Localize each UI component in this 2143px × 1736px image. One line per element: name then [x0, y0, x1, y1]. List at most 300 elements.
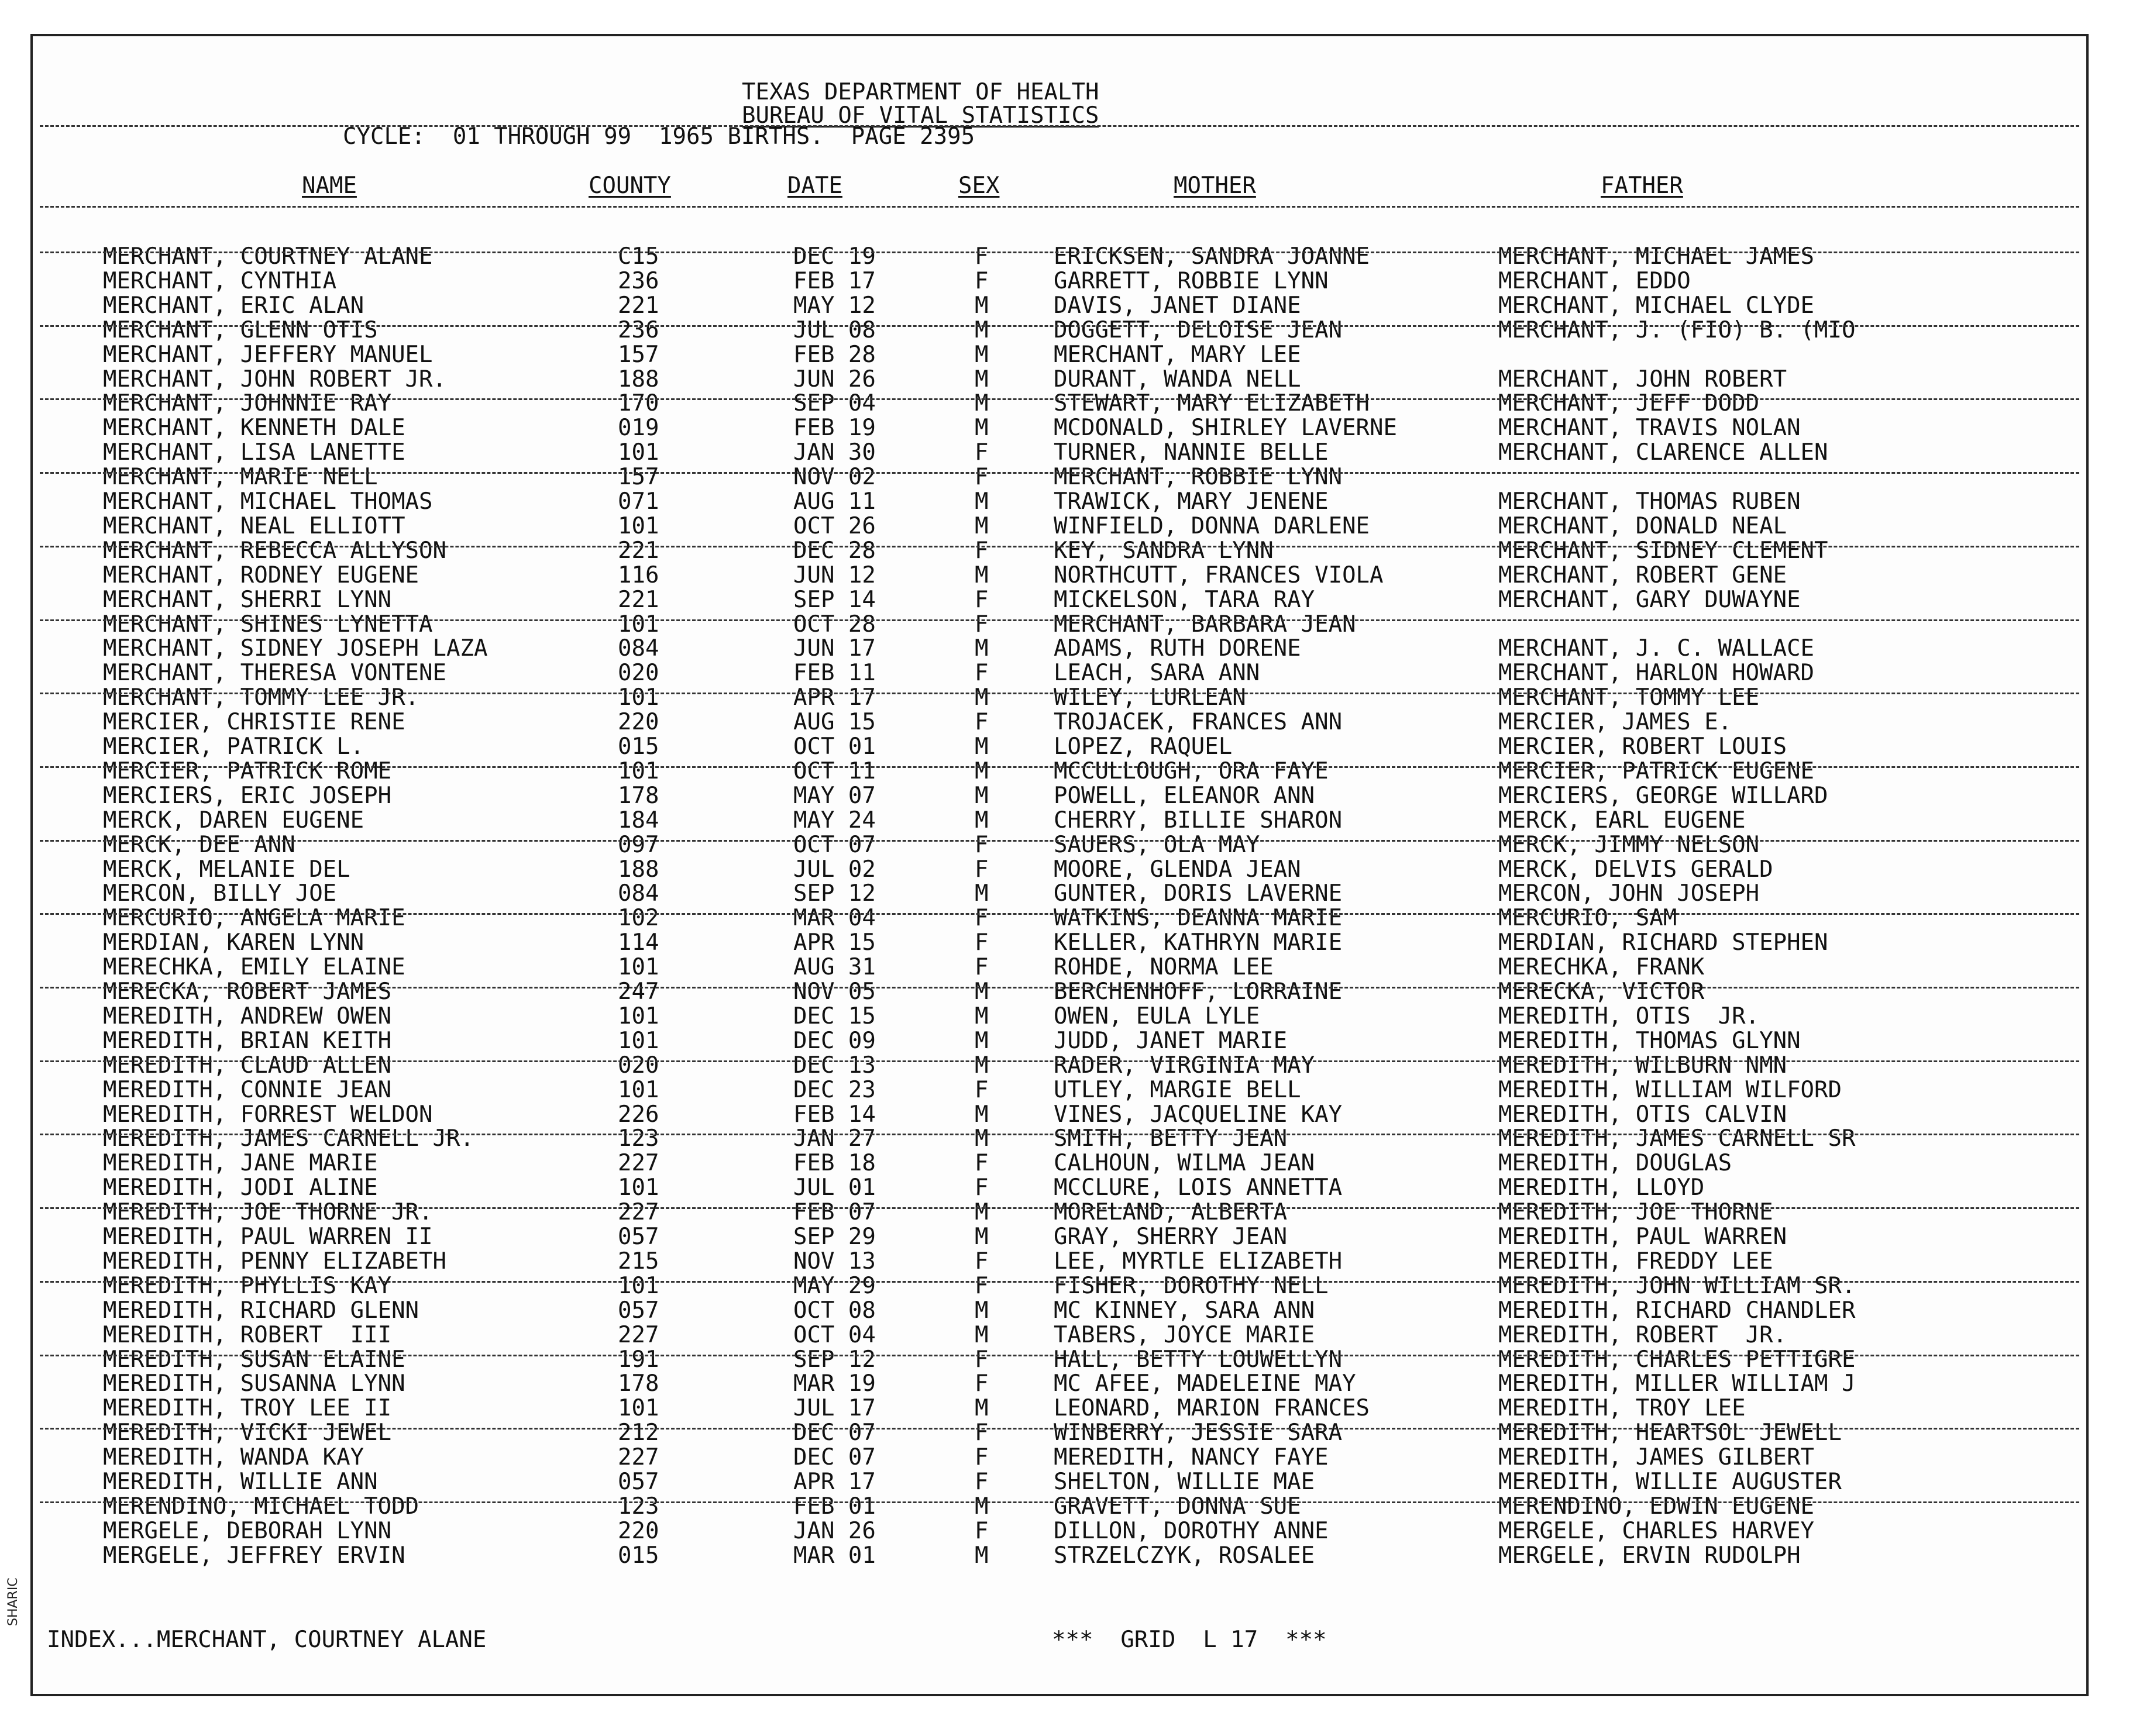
cell-date: JAN 27 — [793, 1125, 876, 1152]
cell-county: 057 — [618, 1469, 659, 1495]
cell-name: MERCIER, PATRICK ROME — [103, 758, 392, 784]
cell-mother: ROHDE, NORMA LEE — [1054, 954, 1274, 980]
cell-mother: UTLEY, MARGIE BELL — [1054, 1077, 1301, 1103]
cell-name: MERECKA, ROBERT JAMES — [103, 979, 392, 1005]
cell-father: MEREDITH, JAMES CARNELL SR — [1498, 1125, 1856, 1152]
cell-mother: MEREDITH, NANCY FAYE — [1054, 1444, 1329, 1470]
cell-date: FEB 18 — [793, 1150, 876, 1176]
cell-father: MEREDITH, ROBERT JR. — [1498, 1322, 1787, 1348]
cell-date: FEB 19 — [793, 415, 876, 441]
cell-father: MERDIAN, RICHARD STEPHEN — [1498, 929, 1828, 956]
cell-date: FEB 01 — [793, 1493, 876, 1520]
cell-county: 236 — [618, 268, 659, 294]
cell-father: MEREDITH, WILLIE AUGUSTER — [1498, 1469, 1842, 1495]
cell-father: MEREDITH, MILLER WILLIAM J — [1498, 1370, 1856, 1397]
cell-father: MEREDITH, PAUL WARREN — [1498, 1224, 1787, 1250]
cell-mother: GRAVETT, DONNA SUE — [1054, 1493, 1301, 1520]
cell-mother: BERCHENHOFF, LORRAINE — [1054, 979, 1343, 1005]
cell-date: OCT 08 — [793, 1297, 876, 1324]
cell-date: JAN 26 — [793, 1518, 876, 1544]
cell-county: 101 — [618, 513, 659, 539]
cell-county: 157 — [618, 342, 659, 368]
cell-county: 101 — [618, 1273, 659, 1299]
cell-mother: GUNTER, DORIS LAVERNE — [1054, 880, 1343, 907]
cell-father: MEREDITH, THOMAS GLYNN — [1498, 1028, 1801, 1054]
cell-name: MEREDITH, BRIAN KEITH — [103, 1028, 392, 1054]
cell-mother: DILLON, DOROTHY ANNE — [1054, 1518, 1329, 1544]
cell-name: MERCON, BILLY JOE — [103, 880, 337, 907]
cell-county: 101 — [618, 954, 659, 980]
table-row — [33, 833, 2086, 857]
cell-father: MEREDITH, OTIS CALVIN — [1498, 1101, 1787, 1128]
column-header-county: COUNTY — [589, 173, 671, 199]
cell-name: MEREDITH, TROY LEE II — [103, 1395, 392, 1421]
cell-sex: F — [975, 1518, 989, 1544]
cell-county: 188 — [618, 366, 659, 392]
side-stamp: SHARIC — [6, 1577, 20, 1626]
cell-name: MERCIER, CHRISTIE RENE — [103, 709, 405, 735]
cell-sex: M — [975, 366, 989, 392]
cell-sex: M — [975, 807, 989, 833]
cell-date: APR 15 — [793, 929, 876, 956]
cell-name: MERCHANT, KENNETH DALE — [103, 415, 405, 441]
cell-date: DEC 07 — [793, 1444, 876, 1470]
cell-county: 101 — [618, 1003, 659, 1029]
table-row — [33, 881, 2086, 906]
cell-mother: STEWART, MARY ELIZABETH — [1054, 390, 1370, 416]
cell-date: OCT 28 — [793, 611, 876, 638]
cell-date: AUG 11 — [793, 488, 876, 515]
cell-sex: M — [975, 390, 989, 416]
cell-father: MERCIER, PATRICK EUGENE — [1498, 758, 1815, 784]
cell-father: MERCURIO, SAM — [1498, 905, 1677, 931]
table-row — [33, 1004, 2086, 1029]
cell-sex: M — [975, 488, 989, 515]
row-divider — [40, 1134, 2079, 1135]
cell-name: MERCHANT, REBECCA ALLYSON — [103, 538, 446, 564]
table-row — [33, 1298, 2086, 1323]
cell-sex: M — [975, 1125, 989, 1152]
cell-mother: HALL, BETTY LOUWELLYN — [1054, 1346, 1343, 1373]
cell-mother: MORELAND, ALBERTA — [1054, 1199, 1288, 1225]
cell-name: MERCHANT, TOMMY LEE JR. — [103, 684, 419, 711]
cell-sex: F — [975, 1346, 989, 1373]
row-divider — [40, 1207, 2079, 1209]
cell-name: MERCHANT, JEFFERY MANUEL — [103, 342, 433, 368]
cell-mother: MC KINNEY, SARA ANN — [1054, 1297, 1315, 1324]
cell-date: APR 17 — [793, 1469, 876, 1495]
cell-father: MERECKA, VICTOR — [1498, 979, 1705, 1005]
cell-sex: M — [975, 415, 989, 441]
cell-name: MERCHANT, SIDNEY JOSEPH LAZA — [103, 635, 488, 662]
table-row — [33, 490, 2086, 514]
cell-date: SEP 14 — [793, 587, 876, 613]
cell-date: OCT 07 — [793, 832, 876, 858]
cell-date: APR 17 — [793, 684, 876, 711]
cell-mother: POWELL, ELEANOR ANN — [1054, 783, 1315, 809]
cell-father: MERCHANT, JOHN ROBERT — [1498, 366, 1787, 392]
cell-father: MEREDITH, JOHN WILLIAM SR. — [1498, 1273, 1856, 1299]
cell-sex: F — [975, 268, 989, 294]
table-row — [33, 1053, 2086, 1078]
cell-mother: KEY, SANDRA LYNN — [1054, 538, 1274, 564]
cell-date: MAY 29 — [793, 1273, 876, 1299]
cell-father: MEREDITH, WILBURN NMN — [1498, 1052, 1787, 1079]
table-row — [33, 1078, 2086, 1103]
cell-sex: M — [975, 880, 989, 907]
cell-county: 101 — [618, 611, 659, 638]
cell-father: MERCHANT, DONALD NEAL — [1498, 513, 1787, 539]
table-row — [33, 1323, 2086, 1348]
cell-county: 220 — [618, 709, 659, 735]
row-divider — [40, 398, 2079, 400]
table-row — [33, 1151, 2086, 1176]
cell-county: 123 — [618, 1493, 659, 1520]
table-row — [33, 391, 2086, 416]
cell-county: 170 — [618, 390, 659, 416]
cell-name: MEREDITH, CONNIE JEAN — [103, 1077, 392, 1103]
cell-father: MEREDITH, DOUGLAS — [1498, 1150, 1732, 1176]
cell-county: 102 — [618, 905, 659, 931]
cell-mother: CALHOUN, WILMA JEAN — [1054, 1150, 1315, 1176]
cell-date: FEB 14 — [793, 1101, 876, 1128]
footer-grid: *** GRID L 17 *** — [1052, 1627, 1327, 1653]
cell-name: MEREDITH, JODI ALINE — [103, 1174, 378, 1201]
cell-father: MEREDITH, CHARLES PETTIGRE — [1498, 1346, 1856, 1373]
cell-father: MERCHANT, CLARENCE ALLEN — [1498, 439, 1828, 466]
cell-county: 227 — [618, 1444, 659, 1470]
cell-mother: DURANT, WANDA NELL — [1054, 366, 1301, 392]
cell-sex: M — [975, 684, 989, 711]
cell-date: FEB 07 — [793, 1199, 876, 1225]
cell-mother: SMITH, BETTY JEAN — [1054, 1125, 1288, 1152]
document-page — [30, 34, 2089, 1696]
cell-county: 215 — [618, 1248, 659, 1275]
cell-county: 084 — [618, 880, 659, 907]
cell-father: MERCON, JOHN JOSEPH — [1498, 880, 1760, 907]
cell-sex: F — [975, 832, 989, 858]
cell-date: FEB 11 — [793, 660, 876, 686]
row-divider — [40, 1281, 2079, 1283]
cell-mother: KELLER, KATHRYN MARIE — [1054, 929, 1343, 956]
cell-date: JAN 30 — [793, 439, 876, 466]
row-divider — [40, 472, 2079, 474]
cell-date: DEC 23 — [793, 1077, 876, 1103]
cell-date: DEC 28 — [793, 538, 876, 564]
cell-date: JUN 12 — [793, 562, 876, 588]
cell-date: SEP 04 — [793, 390, 876, 416]
cell-sex: M — [975, 979, 989, 1005]
cell-date: JUL 08 — [793, 317, 876, 343]
cell-father: MEREDITH, JOE THORNE — [1498, 1199, 1773, 1225]
cell-sex: F — [975, 1420, 989, 1446]
column-header-date: DATE — [787, 173, 842, 199]
table-row — [33, 416, 2086, 440]
cell-father: MERCHANT, J. C. WALLACE — [1498, 635, 1815, 662]
cell-name: MEREDITH, ROBERT III — [103, 1322, 392, 1348]
table-row — [33, 759, 2086, 784]
cell-father: MEREDITH, FREDDY LEE — [1498, 1248, 1773, 1275]
cell-sex: F — [975, 1150, 989, 1176]
cell-sex: M — [975, 1052, 989, 1079]
cell-mother: MC AFEE, MADELEINE MAY — [1054, 1370, 1356, 1397]
cell-father: MERCIER, ROBERT LOUIS — [1498, 733, 1787, 760]
cell-mother: SHELTON, WILLIE MAE — [1054, 1469, 1315, 1495]
row-divider — [40, 693, 2079, 694]
cell-father: MEREDITH, LLOYD — [1498, 1174, 1705, 1201]
cell-county: 221 — [618, 292, 659, 319]
cell-mother: SAUERS, OLA MAY — [1054, 832, 1260, 858]
cell-father: MEREDITH, TROY LEE — [1498, 1395, 1746, 1421]
table-row — [33, 931, 2086, 955]
cell-date: DEC 15 — [793, 1003, 876, 1029]
row-divider — [40, 1060, 2079, 1062]
cell-county: 220 — [618, 1518, 659, 1544]
cell-sex: F — [975, 1444, 989, 1470]
table-row — [33, 955, 2086, 980]
cell-sex: F — [975, 1174, 989, 1201]
cell-name: MERCHANT, ERIC ALAN — [103, 292, 364, 319]
cell-county: 247 — [618, 979, 659, 1005]
table-row — [33, 1348, 2086, 1372]
cell-sex: F — [975, 1077, 989, 1103]
cell-county: 057 — [618, 1224, 659, 1250]
cell-county: 184 — [618, 807, 659, 833]
cell-sex: M — [975, 1542, 989, 1569]
table-row — [33, 1494, 2086, 1519]
cell-county: 114 — [618, 929, 659, 956]
table-row — [33, 735, 2086, 759]
cell-mother: ERICKSEN, SANDRA JOANNE — [1054, 243, 1370, 270]
cell-date: OCT 11 — [793, 758, 876, 784]
table-row — [33, 588, 2086, 612]
cell-mother: FISHER, DOROTHY NELL — [1054, 1273, 1329, 1299]
cell-name: MERCHANT, MARIE NELL — [103, 464, 378, 490]
cell-father: MERCHANT, JEFF DODD — [1498, 390, 1760, 416]
cell-name: MERCIERS, ERIC JOSEPH — [103, 783, 392, 809]
table-row — [33, 980, 2086, 1004]
row-divider — [40, 840, 2079, 842]
cell-sex: M — [975, 1028, 989, 1054]
table-row — [33, 465, 2086, 490]
cell-father: MERGELE, ERVIN RUDOLPH — [1498, 1542, 1801, 1569]
row-divider — [40, 546, 2079, 547]
cell-mother: MERCHANT, ROBBIE LYNN — [1054, 464, 1343, 490]
cell-mother: WINBERRY, JESSIE SARA — [1054, 1420, 1343, 1446]
row-divider — [40, 619, 2079, 621]
cell-sex: F — [975, 439, 989, 466]
cell-mother: VINES, JACQUELINE KAY — [1054, 1101, 1343, 1128]
cell-county: 226 — [618, 1101, 659, 1128]
cell-county: 101 — [618, 758, 659, 784]
cell-date: JUN 17 — [793, 635, 876, 662]
cell-county: 015 — [618, 1542, 659, 1569]
cell-mother: TABERS, JOYCE MARIE — [1054, 1322, 1315, 1348]
cell-name: MERCHANT, CYNTHIA — [103, 268, 337, 294]
cell-county: 020 — [618, 660, 659, 686]
table-row — [33, 686, 2086, 710]
cell-father: MERCHANT, ROBERT GENE — [1498, 562, 1787, 588]
cell-name: MEREDITH, WILLIE ANN — [103, 1469, 378, 1495]
cell-mother: STRZELCZYK, ROSALEE — [1054, 1542, 1315, 1569]
row-divider — [40, 1501, 2079, 1503]
cell-mother: CHERRY, BILLIE SHARON — [1054, 807, 1343, 833]
cell-date: NOV 13 — [793, 1248, 876, 1275]
cell-sex: F — [975, 464, 989, 490]
cell-father: MEREDITH, RICHARD CHANDLER — [1498, 1297, 1856, 1324]
cell-date: JUL 02 — [793, 856, 876, 883]
cell-name: MERCHANT, THERESA VONTENE — [103, 660, 446, 686]
table-row — [33, 563, 2086, 588]
cell-sex: M — [975, 292, 989, 319]
cell-father: MERENDINO, EDWIN EUGENE — [1498, 1493, 1815, 1520]
cell-county: 101 — [618, 1395, 659, 1421]
cell-father: MEREDITH, HEARTSOL JEWELL — [1498, 1420, 1842, 1446]
cell-name: MERCK, DEE ANN — [103, 832, 295, 858]
cell-mother: LOPEZ, RAQUEL — [1054, 733, 1233, 760]
cell-name: MEREDITH, JOE THORNE JR. — [103, 1199, 433, 1225]
cell-father: MEREDITH, JAMES GILBERT — [1498, 1444, 1815, 1470]
cell-county: 178 — [618, 783, 659, 809]
cell-sex: F — [975, 1370, 989, 1397]
cell-name: MEREDITH, FORREST WELDON — [103, 1101, 433, 1128]
cell-mother: ADAMS, RUTH DORENE — [1054, 635, 1301, 662]
footer-index: INDEX...MERCHANT, COURTNEY ALANE — [47, 1627, 487, 1653]
cell-county: 097 — [618, 832, 659, 858]
cell-sex: M — [975, 342, 989, 368]
cell-date: MAY 07 — [793, 783, 876, 809]
table-row — [33, 244, 2086, 269]
cell-name: MERCHANT, SHERRI LYNN — [103, 587, 392, 613]
table-row — [33, 784, 2086, 808]
cell-county: 157 — [618, 464, 659, 490]
cell-name: MERCHANT, GLENN OTIS — [103, 317, 378, 343]
cell-father: MERCHANT, HARLON HOWARD — [1498, 660, 1815, 686]
cell-county: 101 — [618, 1077, 659, 1103]
table-row — [33, 1372, 2086, 1396]
table-row — [33, 1396, 2086, 1421]
cell-date: MAR 04 — [793, 905, 876, 931]
cell-mother: MERCHANT, BARBARA JEAN — [1054, 611, 1356, 638]
table-row — [33, 808, 2086, 833]
cell-date: JUN 26 — [793, 366, 876, 392]
cell-sex: M — [975, 1395, 989, 1421]
table-row — [33, 906, 2086, 931]
cell-county: C15 — [618, 243, 659, 270]
cell-name: MEREDITH, VICKI JEWEL — [103, 1420, 392, 1446]
cell-mother: WILEY, LURLEAN — [1054, 684, 1246, 711]
row-divider — [40, 766, 2079, 768]
cell-county: 084 — [618, 635, 659, 662]
table-row — [33, 661, 2086, 686]
cell-sex: F — [975, 243, 989, 270]
cell-father: MERCHANT, THOMAS RUBEN — [1498, 488, 1801, 515]
cell-mother: TROJACEK, FRANCES ANN — [1054, 709, 1343, 735]
cell-date: NOV 05 — [793, 979, 876, 1005]
cell-mother: GARRETT, ROBBIE LYNN — [1054, 268, 1329, 294]
cell-county: 123 — [618, 1125, 659, 1152]
cell-name: MERECHKA, EMILY ELAINE — [103, 954, 405, 980]
table-row — [33, 269, 2086, 294]
table-row — [33, 1421, 2086, 1445]
cell-mother: TURNER, NANNIE BELLE — [1054, 439, 1329, 466]
cell-county: 236 — [618, 317, 659, 343]
header-agency: TEXAS DEPARTMENT OF HEALTH — [742, 79, 1099, 105]
cell-county: 015 — [618, 733, 659, 760]
cell-name: MEREDITH, JAMES CARNELL JR. — [103, 1125, 474, 1152]
cell-date: OCT 26 — [793, 513, 876, 539]
cell-father: MERGELE, CHARLES HARVEY — [1498, 1518, 1815, 1544]
cell-father: MERCHANT, J. (FIO) B. (MIO — [1498, 317, 1856, 343]
cell-name: MEREDITH, PENNY ELIZABETH — [103, 1248, 446, 1275]
cell-sex: M — [975, 783, 989, 809]
cell-name: MERDIAN, KAREN LYNN — [103, 929, 364, 956]
cell-date: AUG 31 — [793, 954, 876, 980]
cell-father: MERCK, JIMMY NELSON — [1498, 832, 1760, 858]
row-divider — [40, 913, 2079, 915]
cell-mother: NORTHCUTT, FRANCES VIOLA — [1054, 562, 1384, 588]
cell-sex: M — [975, 1199, 989, 1225]
cell-father: MERECHKA, FRANK — [1498, 954, 1705, 980]
cell-county: 019 — [618, 415, 659, 441]
cell-mother: LEONARD, MARION FRANCES — [1054, 1395, 1370, 1421]
cell-name: MERCIER, PATRICK L. — [103, 733, 364, 760]
cell-date: DEC 07 — [793, 1420, 876, 1446]
column-header-sex: SEX — [958, 173, 1000, 199]
cell-sex: M — [975, 317, 989, 343]
cell-date: MAY 24 — [793, 807, 876, 833]
cell-county: 101 — [618, 439, 659, 466]
cell-sex: F — [975, 1469, 989, 1495]
cell-date: JUL 01 — [793, 1174, 876, 1201]
cell-sex: F — [975, 954, 989, 980]
cell-mother: MCCLURE, LOIS ANNETTA — [1054, 1174, 1343, 1201]
cell-sex: M — [975, 1003, 989, 1029]
cell-name: MERGELE, DEBORAH LYNN — [103, 1518, 392, 1544]
row-divider — [40, 325, 2079, 327]
cell-sex: M — [975, 758, 989, 784]
cell-name: MERCK, MELANIE DEL — [103, 856, 350, 883]
cell-date: DEC 13 — [793, 1052, 876, 1079]
cell-sex: F — [975, 905, 989, 931]
table-row — [33, 539, 2086, 563]
cell-mother: WINFIELD, DONNA DARLENE — [1054, 513, 1370, 539]
cell-mother: TRAWICK, MARY JENENE — [1054, 488, 1329, 515]
cell-father: MERCHANT, MICHAEL JAMES — [1498, 243, 1815, 270]
cell-sex: M — [975, 1493, 989, 1520]
cell-name: MEREDITH, PHYLLIS KAY — [103, 1273, 392, 1299]
table-row — [33, 1176, 2086, 1200]
cell-father: MERCHANT, GARY DUWAYNE — [1498, 587, 1801, 613]
cell-father: MERCK, EARL EUGENE — [1498, 807, 1746, 833]
cell-sex: M — [975, 562, 989, 588]
cell-name: MEREDITH, CLAUD ALLEN — [103, 1052, 392, 1079]
cell-sex: M — [975, 635, 989, 662]
cell-mother: RADER, VIRGINIA MAY — [1054, 1052, 1315, 1079]
cell-name: MEREDITH, ANDREW OWEN — [103, 1003, 392, 1029]
cell-mother: MERCHANT, MARY LEE — [1054, 342, 1301, 368]
cell-county: 178 — [618, 1370, 659, 1397]
cell-county: 227 — [618, 1150, 659, 1176]
cell-county: 212 — [618, 1420, 659, 1446]
cell-sex: F — [975, 929, 989, 956]
table-row — [33, 1519, 2086, 1544]
cell-father: MEREDITH, OTIS JR. — [1498, 1003, 1760, 1029]
cell-father: MERCK, DELVIS GERALD — [1498, 856, 1773, 883]
cell-county: 101 — [618, 1028, 659, 1054]
cell-father: MERCHANT, MICHAEL CLYDE — [1498, 292, 1815, 319]
cell-sex: F — [975, 587, 989, 613]
